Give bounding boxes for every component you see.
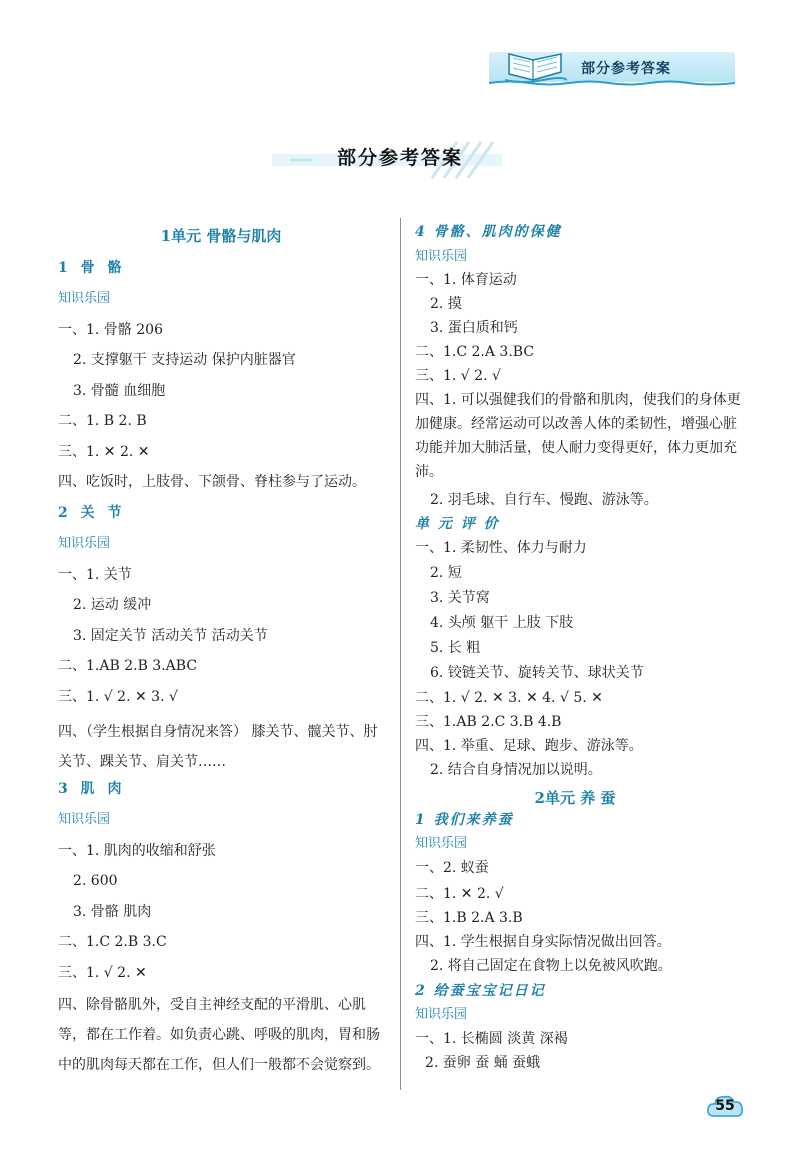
- unit-title: 2单元 养 蚕: [534, 789, 616, 807]
- answer-line: 3. 关节窝: [430, 590, 490, 606]
- answer-paragraph: 四、除骨骼肌外，受自主神经支配的平滑肌、心肌等，都在工作着。如负责心跳、呼吸的肌肉，胃和肠中的肌肉每天都在工作，但人们一般都不会觉察到。: [58, 997, 380, 1073]
- section-subtitle: 知识乐园: [415, 836, 468, 851]
- page-title: 部分参考答案: [336, 147, 463, 169]
- answer-line: 2. 运动 缓冲: [73, 597, 152, 613]
- answer-line: 3. 骨骼 肌肉: [73, 904, 152, 920]
- answer-line: 2. 羽毛球、自行车、慢跑、游泳等。: [430, 492, 658, 508]
- section-title: 2 关 节: [58, 505, 126, 521]
- answer-line: 二、1. ✕ 2. √: [415, 886, 504, 902]
- page-number-badge: [706, 1092, 744, 1122]
- section-subtitle: 知识乐园: [58, 536, 111, 551]
- answer-line: 3. 蛋白质和钙: [430, 320, 518, 336]
- section-title: 1 我们来养蚕: [415, 812, 514, 828]
- answer-line: 四、1. 举重、足球、跑步、游泳等。: [415, 738, 643, 754]
- answer-line: 2. 结合自身情况加以说明。: [430, 762, 602, 778]
- answer-line: 2. 短: [430, 565, 462, 581]
- answer-line: 三、1. √ 2. √: [415, 368, 501, 384]
- section-subtitle: 知识乐园: [415, 1007, 468, 1022]
- answer-line: 4. 头颅 躯干 上肢 下肢: [430, 615, 574, 631]
- section-title: 4 骨骼、肌肉的保健: [415, 224, 562, 240]
- answer-line: 三、1. √ 2. ✕: [58, 965, 147, 981]
- answer-paragraph: 四、（学生根据自身情况来答） 膝关节、髋关节、肘关节、踝关节、肩关节……: [58, 724, 378, 770]
- answer-line: 6. 铰链关节、旋转关节、球状关节: [430, 665, 644, 681]
- answer-line: 一、1. 长椭圆 淡黄 深褐: [415, 1031, 568, 1047]
- unit-title: 1单元 骨骼与肌肉: [160, 227, 282, 245]
- answer-line: 一、1. 体育运动: [415, 272, 517, 288]
- answer-line: 二、1.AB 2.B 3.ABC: [58, 658, 198, 674]
- answer-line: 2. 支撑躯干 支持运动 保护内脏器官: [73, 352, 296, 368]
- section-subtitle: 知识乐园: [58, 291, 111, 306]
- section-subtitle: 知识乐园: [415, 249, 468, 264]
- answer-line: 二、1. √ 2. ✕ 3. ✕ 4. √ 5. ✕: [415, 690, 603, 706]
- answer-line: 2. 摸: [430, 296, 462, 312]
- answer-line: 四、吃饭时，上肢骨、下颌骨、脊柱参与了运动。: [58, 474, 366, 490]
- answer-line: 3. 固定关节 活动关节 活动关节: [73, 628, 268, 644]
- column-divider: [400, 218, 401, 1090]
- answer-line: 二、1. B 2. B: [58, 413, 147, 429]
- answer-line: 三、1. √ 2. ✕ 3. √: [58, 689, 178, 705]
- answer-line: 二、1.C 2.A 3.BC: [415, 344, 535, 360]
- answer-line: 三、1.AB 2.C 3.B 4.B: [415, 714, 562, 730]
- answer-line: 三、1.B 2.A 3.B: [415, 910, 523, 926]
- answer-line: 一、1. 柔韧性、体力与耐力: [415, 540, 587, 556]
- header-label: 部分参考答案: [581, 61, 671, 77]
- section-title: 2 给蚕宝宝记日记: [415, 983, 546, 999]
- answer-line: 二、1.C 2.B 3.C: [58, 934, 167, 950]
- answer-line: 2. 600: [73, 873, 118, 889]
- answer-line: 3. 骨髓 血细胞: [73, 383, 166, 399]
- answer-line: 一、1. 肌肉的收缩和舒张: [58, 843, 216, 859]
- section-subtitle: 知识乐园: [58, 812, 111, 827]
- answer-line: 一、1. 关节: [58, 567, 132, 583]
- answer-line: 三、1. ✕ 2. ✕: [58, 444, 150, 460]
- answer-line: 2. 将自己固定在食物上以免被风吹跑。: [430, 958, 672, 974]
- answer-line: 四、1. 学生根据自身实际情况做出回答。: [415, 934, 671, 950]
- answer-line: 5. 长 粗: [430, 640, 481, 656]
- answer-paragraph: 四、1. 可以强健我们的骨骼和肌肉，使我们的身体更加健康。经常运动可以改善人体的柔韧性，增强心脏功能并加大肺活量，使人耐力变得更好，体力更加充沛。: [415, 392, 741, 480]
- answer-line: 一、2. 蚁蚕: [415, 860, 489, 876]
- book-icon: [503, 44, 567, 84]
- page-number: 55: [715, 1098, 735, 1114]
- section-title: 3 肌 肉: [58, 781, 126, 797]
- section-title: 1 骨 骼: [58, 260, 126, 276]
- answer-line: 一、1. 骨骼 206: [58, 322, 163, 338]
- section-title: 单 元 评 价: [415, 516, 500, 532]
- answer-line: 2. 蚕卵 蚕 蛹 蚕蛾: [425, 1055, 541, 1071]
